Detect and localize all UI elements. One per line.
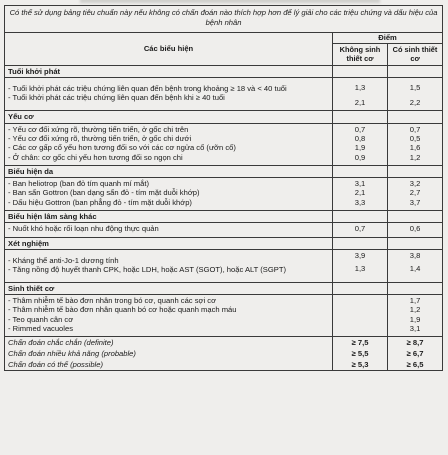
criteria-sections [5,66,443,337]
threshold-biopsy: ≥ 6,7 [388,348,443,359]
section-score-empty [333,237,388,249]
section-scores-no-biopsy [333,223,388,237]
section-title-row [5,237,443,249]
score-biopsy: 1,6 [409,143,421,153]
section-score-empty [388,282,443,294]
score-header: Điểm [333,33,443,44]
section-items-row [5,223,443,237]
section-score-empty [388,237,443,249]
criterion-item: - Tăng nồng độ huyết thanh CPK, hoặc LDH, hoặc AST (SGOT), hoặc ALT (SGPT) [8,264,287,274]
section-title-row [5,165,443,177]
section-scores-no-biopsy [333,78,388,111]
section-scores-no-biopsy [333,178,388,211]
score-biopsy: 3,2 [409,179,421,189]
section-title: Xét nghiệm [5,237,333,249]
score-biopsy: 1,2 [409,152,421,162]
criterion-item: - Nuốt khó hoặc rối loạn nhu động thực quản [8,224,159,234]
section-items [5,178,333,211]
criterion-item: - Tuổi khởi phát các triệu chứng liên quan đến bệnh khi ≥ 40 tuổi [8,93,225,103]
threshold-no-biopsy: ≥ 5,3 [333,359,388,371]
section-scores-biopsy [388,249,443,282]
section-items [5,249,333,282]
table-note: Có thể sử dụng bảng tiêu chuẩn này nếu không có chẩn đoán nào thích hợp hơn để lý giải cho các triệu chứng và dấu hiệu của bệnh nhân [5,6,443,33]
score-biopsy: 1,2 [409,305,421,315]
cropped-heading-remnant [80,0,380,3]
section-items-row [5,295,443,337]
section-items-row [5,178,443,211]
section-items [5,295,333,337]
score-biopsy: 3,1 [409,324,421,334]
criterion-item: - Thâm nhiễm tế bào đơn nhân quanh bó cơ hoặc quanh mạch máu [8,305,237,315]
threshold-no-biopsy: ≥ 7,5 [333,337,388,349]
section-items [5,123,333,165]
threshold-no-biopsy: ≥ 5,5 [333,348,388,359]
signs-header: Các biểu hiện [5,33,333,66]
section-score-empty [333,282,388,294]
diagnosis-label: Chẩn đoán có thể (possible) [5,359,333,371]
section-items-row [5,249,443,282]
section-score-empty [388,66,443,78]
section-scores-biopsy [388,78,443,111]
section-title-row [5,111,443,123]
score-no-biopsy [336,324,384,333]
section-title-row [5,282,443,294]
section-score-empty [333,66,388,78]
section-scores-no-biopsy [333,295,388,337]
section-score-empty [388,211,443,223]
criterion-item: - Dấu hiệu Gottron (ban phẳng đỏ - tím mặt duỗi khớp) [8,197,192,207]
score-biopsy: 1,4 [409,264,421,274]
score-biopsy: 1,5 [409,83,421,93]
score-biopsy: 0,7 [409,124,421,134]
score-no-biopsy: 0,7 [354,224,366,234]
score-biopsy: 0,5 [409,133,421,143]
score-no-biopsy: 0,8 [354,133,366,143]
score-no-biopsy [336,305,384,314]
criterion-item: - Các cơ gấp cổ yếu hơn tương đối so với các cơ ngửa cổ (ưỡn cổ) [8,143,236,153]
criterion-item: - Kháng thể anti-Jo-1 dương tính [8,255,119,265]
diagnosis-label: Chẩn đoán nhiều khả năng (probable) [5,348,333,359]
section-score-empty [333,211,388,223]
section-score-empty [388,165,443,177]
score-biopsy: 2,2 [409,98,421,108]
section-title-row [5,211,443,223]
criterion-item: - Thâm nhiễm tế bào đơn nhân trong bó cơ, quanh các sợi cơ [8,296,217,306]
criterion-item: - Tuổi khởi phát các triệu chứng liên quan đến bệnh trong khoảng ≥ 18 và < 40 tuổi [8,84,287,94]
section-scores-biopsy [388,295,443,337]
section-scores-no-biopsy [333,123,388,165]
section-title: Biểu hiện da [5,165,333,177]
note-row [5,6,443,33]
section-items-row [5,123,443,165]
section-score-empty [388,111,443,123]
score-no-biopsy: 1,3 [354,264,366,274]
diagnosis-row [5,337,443,349]
criteria-table [4,5,443,371]
score-no-biopsy: 3,1 [354,179,366,189]
no-biopsy-header: Không sinh thiết cơ [333,44,388,66]
section-scores-biopsy [388,178,443,211]
section-title: Yếu cơ [5,111,333,123]
score-no-biopsy [336,296,384,305]
threshold-biopsy: ≥ 6,5 [388,359,443,371]
criterion-item: - Ở chân: cơ gốc chi yếu hơn tương đối so ngọn chi [8,152,183,162]
section-scores-biopsy [388,223,443,237]
section-title-row [5,66,443,78]
criterion-item: - Teo quanh cân cơ [8,314,74,324]
section-scores-biopsy [388,123,443,165]
criterion-item: - Yếu cơ đối xứng rõ, thường tiến triển, ở gốc chi dưới [8,133,192,143]
score-no-biopsy: 1,9 [354,143,366,153]
section-score-empty [333,165,388,177]
score-biopsy: 1,9 [409,314,421,324]
diagnosis-label: Chẩn đoán chắc chắn (definite) [5,337,333,349]
score-no-biopsy: 3,3 [354,197,366,207]
section-scores-no-biopsy [333,249,388,282]
section-title: Sinh thiết cơ [5,282,333,294]
section-items [5,78,333,111]
score-biopsy: 2,7 [409,188,421,198]
criterion-item: - Rimmed vacuoles [8,324,73,334]
diagnosis-thresholds [5,337,443,371]
score-no-biopsy: 1,3 [354,83,366,93]
section-title: Tuổi khởi phát [5,66,333,78]
score-biopsy: 0,6 [409,224,421,234]
biopsy-header: Có sinh thiết cơ [388,44,443,66]
criterion-item: - Yếu cơ đối xứng rõ, thường tiến triển, ở gốc chi trên [8,124,189,134]
section-score-empty [333,111,388,123]
score-no-biopsy [336,315,384,324]
criterion-item: - Ban sẩn Gottron (ban dạng sẩn đỏ - tím mặt duỗi khớp) [8,188,200,198]
score-no-biopsy: 0,9 [354,152,366,162]
score-biopsy: 3,8 [409,250,421,260]
criterion-item: - Ban heliotrop (ban đỏ tím quanh mí mắt) [8,179,149,189]
score-no-biopsy: 2,1 [354,188,366,198]
section-items [5,223,333,237]
section-items-row [5,78,443,111]
threshold-biopsy: ≥ 8,7 [388,337,443,349]
diagnosis-row [5,359,443,371]
score-biopsy: 3,7 [409,197,421,207]
score-no-biopsy: 0,7 [354,124,366,134]
diagnosis-row [5,348,443,359]
section-title: Biểu hiện lâm sàng khác [5,211,333,223]
header-row [5,33,443,44]
score-biopsy: 1,7 [409,296,421,306]
score-no-biopsy: 3,9 [354,250,366,260]
score-no-biopsy: 2,1 [354,98,366,108]
